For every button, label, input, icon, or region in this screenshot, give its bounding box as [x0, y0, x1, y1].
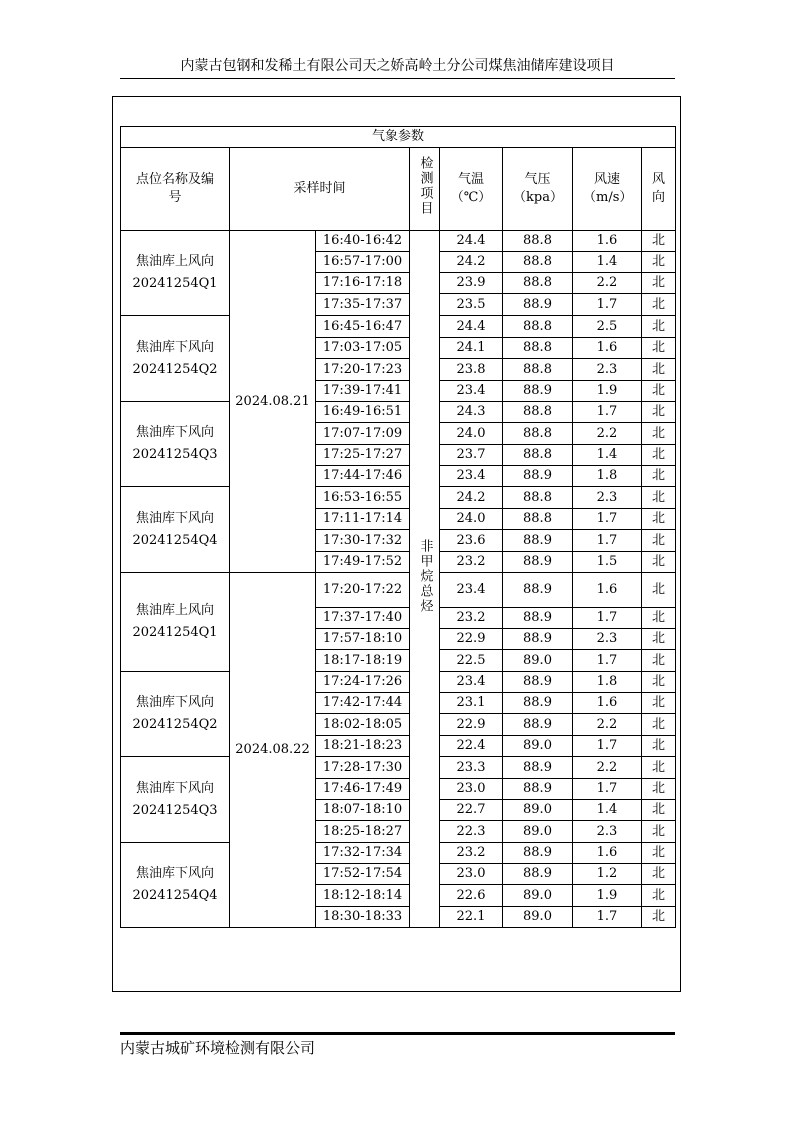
pressure-cell: 89.0	[503, 800, 573, 821]
wind-speed-cell: 1.4	[573, 445, 642, 466]
wind-direction-cell: 北	[642, 608, 676, 629]
wind-speed-cell: 1.4	[573, 800, 642, 821]
table-row	[121, 316, 676, 338]
sampling-time-cell: 17:35-17:37	[316, 294, 410, 316]
test-item-cell	[410, 231, 440, 928]
temperature-cell: 23.6	[440, 530, 503, 552]
wind-speed-cell: 1.9	[573, 381, 642, 402]
sampling-time-cell: 17:39-17:41	[316, 381, 410, 402]
temperature-cell: 23.0	[440, 779, 503, 800]
pressure-cell: 89.0	[503, 821, 573, 843]
temperature-cell: 23.7	[440, 445, 503, 466]
pressure-cell: 89.0	[503, 650, 573, 672]
sampling-time-cell: 18:30-18:33	[316, 907, 410, 928]
sampling-time-cell: 17:07-17:09	[316, 423, 410, 445]
pressure-cell: 88.9	[503, 714, 573, 736]
wind-speed-cell: 2.2	[573, 757, 642, 779]
table-row	[121, 757, 676, 779]
site-name-cell: 焦油库下风向20241254Q2	[121, 672, 230, 757]
sampling-time-cell: 17:11-17:14	[316, 509, 410, 530]
sampling-time-cell: 17:49-17:52	[316, 552, 410, 573]
sampling-time-cell: 17:44-17:46	[316, 466, 410, 487]
wind-direction-cell: 北	[642, 693, 676, 714]
wind-speed-cell: 1.7	[573, 509, 642, 530]
wind-speed-cell: 2.3	[573, 359, 642, 381]
sampling-time-cell: 18:25-18:27	[316, 821, 410, 843]
sampling-time-cell: 18:17-18:19	[316, 650, 410, 672]
wind-speed-cell: 2.3	[573, 629, 642, 650]
wind-direction-cell: 北	[642, 629, 676, 650]
wind-speed-cell: 1.7	[573, 608, 642, 629]
pressure-cell: 88.9	[503, 693, 573, 714]
temperature-cell: 22.6	[440, 885, 503, 907]
header-test-item	[410, 148, 440, 231]
wind-direction-cell: 北	[642, 466, 676, 487]
sampling-time-cell: 17:25-17:27	[316, 445, 410, 466]
sampling-time-cell: 17:37-17:40	[316, 608, 410, 629]
header-site: 点位名称及编号	[121, 148, 230, 231]
sampling-time-cell: 17:20-17:23	[316, 359, 410, 381]
pressure-cell: 89.0	[503, 885, 573, 907]
sampling-time-cell: 17:24-17:26	[316, 672, 410, 693]
temperature-cell: 23.4	[440, 381, 503, 402]
wind-direction-cell: 北	[642, 573, 676, 608]
sampling-time-cell: 17:20-17:22	[316, 573, 410, 608]
wind-direction-cell: 北	[642, 757, 676, 779]
wind-speed-cell: 1.5	[573, 552, 642, 573]
temperature-cell: 23.2	[440, 608, 503, 629]
wind-direction-cell: 北	[642, 800, 676, 821]
temperature-cell: 23.3	[440, 757, 503, 779]
table-title: 气象参数	[121, 127, 676, 148]
sampling-time-cell: 16:40-16:42	[316, 231, 410, 252]
wind-speed-cell: 1.7	[573, 736, 642, 757]
sampling-time-cell: 17:52-17:54	[316, 864, 410, 885]
temperature-cell: 23.4	[440, 466, 503, 487]
pressure-cell: 88.9	[503, 552, 573, 573]
wind-speed-cell: 2.3	[573, 487, 642, 509]
wind-speed-cell: 1.8	[573, 466, 642, 487]
wind-direction-cell: 北	[642, 821, 676, 843]
weather-parameters-table	[120, 126, 676, 928]
pressure-cell: 88.8	[503, 316, 573, 338]
wind-direction-cell: 北	[642, 252, 676, 273]
temperature-cell: 23.4	[440, 573, 503, 608]
sampling-time-cell: 17:28-17:30	[316, 757, 410, 779]
sampling-time-cell: 16:45-16:47	[316, 316, 410, 338]
site-name-cell: 焦油库下风向20241254Q4	[121, 487, 230, 573]
sampling-time-cell: 17:46-17:49	[316, 779, 410, 800]
sampling-time-cell: 17:03-17:05	[316, 338, 410, 359]
site-name-cell: 焦油库下风向20241254Q3	[121, 757, 230, 843]
site-name-cell: 焦油库上风向20241254Q1	[121, 573, 230, 672]
temperature-cell: 24.0	[440, 423, 503, 445]
footer-divider	[120, 1032, 675, 1035]
pressure-cell: 88.8	[503, 509, 573, 530]
table-row	[121, 402, 676, 423]
wind-direction-cell: 北	[642, 530, 676, 552]
wind-speed-cell: 1.7	[573, 907, 642, 928]
pressure-cell: 88.8	[503, 423, 573, 445]
sampling-time-cell: 16:57-17:00	[316, 252, 410, 273]
temperature-cell: 22.5	[440, 650, 503, 672]
pressure-cell: 88.8	[503, 338, 573, 359]
header-temperature: 气温（℃）	[440, 148, 503, 231]
wind-direction-cell: 北	[642, 273, 676, 294]
temperature-cell: 24.2	[440, 252, 503, 273]
temperature-cell: 23.8	[440, 359, 503, 381]
sampling-time-cell: 18:12-18:14	[316, 885, 410, 907]
wind-direction-cell: 北	[642, 231, 676, 252]
temperature-cell: 22.7	[440, 800, 503, 821]
sampling-time-cell: 17:42-17:44	[316, 693, 410, 714]
page-header-title: 内蒙古包钢和发稀土有限公司天之娇高岭土分公司煤焦油储库建设项目	[180, 58, 615, 74]
temperature-cell: 24.2	[440, 487, 503, 509]
table-header-row	[121, 148, 676, 231]
wind-direction-cell: 北	[642, 338, 676, 359]
wind-direction-cell: 北	[642, 294, 676, 316]
temperature-cell: 24.0	[440, 509, 503, 530]
wind-speed-cell: 1.6	[573, 338, 642, 359]
sampling-time-cell: 18:07-18:10	[316, 800, 410, 821]
wind-direction-cell: 北	[642, 423, 676, 445]
pressure-cell: 88.9	[503, 294, 573, 316]
sampling-time-cell: 17:30-17:32	[316, 530, 410, 552]
wind-speed-cell: 2.2	[573, 273, 642, 294]
pressure-cell: 88.9	[503, 381, 573, 402]
temperature-cell: 23.2	[440, 843, 503, 864]
sampling-date-cell: 2024.08.22	[230, 573, 316, 928]
sampling-time-cell: 17:57-18:10	[316, 629, 410, 650]
wind-speed-cell: 1.6	[573, 843, 642, 864]
temperature-cell: 23.0	[440, 864, 503, 885]
sampling-time-cell: 18:02-18:05	[316, 714, 410, 736]
temperature-cell: 23.4	[440, 672, 503, 693]
pressure-cell: 88.9	[503, 864, 573, 885]
pressure-cell: 88.9	[503, 779, 573, 800]
wind-speed-cell: 2.3	[573, 821, 642, 843]
temperature-cell: 23.5	[440, 294, 503, 316]
wind-speed-cell: 1.7	[573, 779, 642, 800]
pressure-cell: 88.8	[503, 252, 573, 273]
wind-speed-cell: 1.6	[573, 231, 642, 252]
table-row	[121, 672, 676, 693]
wind-direction-cell: 北	[642, 736, 676, 757]
site-name-cell: 焦油库下风向20241254Q4	[121, 843, 230, 928]
table-row	[121, 843, 676, 864]
header-sampling-time: 采样时间	[230, 148, 410, 231]
wind-speed-cell: 1.7	[573, 402, 642, 423]
wind-speed-cell: 2.2	[573, 423, 642, 445]
header-pressure: 气压（kpa）	[503, 148, 573, 231]
footer-company: 内蒙古城矿环境检测有限公司	[120, 1039, 316, 1057]
temperature-cell: 23.1	[440, 693, 503, 714]
temperature-cell: 24.1	[440, 338, 503, 359]
temperature-cell: 23.2	[440, 552, 503, 573]
wind-direction-cell: 北	[642, 552, 676, 573]
sampling-time-cell: 18:21-18:23	[316, 736, 410, 757]
temperature-cell: 22.9	[440, 714, 503, 736]
pressure-cell: 88.8	[503, 487, 573, 509]
sampling-time-cell: 16:53-16:55	[316, 487, 410, 509]
header-divider	[120, 78, 675, 79]
wind-speed-cell: 1.7	[573, 530, 642, 552]
wind-speed-cell: 1.7	[573, 294, 642, 316]
table-row	[121, 573, 676, 608]
site-name-cell: 焦油库下风向20241254Q3	[121, 402, 230, 487]
temperature-cell: 22.4	[440, 736, 503, 757]
wind-direction-cell: 北	[642, 316, 676, 338]
temperature-cell: 23.9	[440, 273, 503, 294]
wind-direction-cell: 北	[642, 487, 676, 509]
wind-speed-cell: 1.2	[573, 864, 642, 885]
table-row	[121, 487, 676, 509]
wind-speed-cell: 1.6	[573, 693, 642, 714]
pressure-cell: 88.9	[503, 843, 573, 864]
temperature-cell: 22.9	[440, 629, 503, 650]
temperature-cell: 24.3	[440, 402, 503, 423]
table-title-row	[121, 127, 676, 148]
pressure-cell: 88.9	[503, 629, 573, 650]
pressure-cell: 88.8	[503, 359, 573, 381]
wind-speed-cell: 2.2	[573, 714, 642, 736]
pressure-cell: 88.9	[503, 530, 573, 552]
wind-direction-cell: 北	[642, 714, 676, 736]
wind-direction-cell: 北	[642, 359, 676, 381]
wind-direction-cell: 北	[642, 650, 676, 672]
pressure-cell: 88.9	[503, 757, 573, 779]
wind-direction-cell: 北	[642, 907, 676, 928]
wind-direction-cell: 北	[642, 381, 676, 402]
table-row	[121, 231, 676, 252]
wind-speed-cell: 1.8	[573, 672, 642, 693]
wind-direction-cell: 北	[642, 672, 676, 693]
pressure-cell: 88.8	[503, 273, 573, 294]
wind-direction-cell: 北	[642, 402, 676, 423]
pressure-cell: 88.9	[503, 608, 573, 629]
wind-direction-cell: 北	[642, 864, 676, 885]
site-name-cell: 焦油库下风向20241254Q2	[121, 316, 230, 402]
pressure-cell: 88.9	[503, 672, 573, 693]
temperature-cell: 24.4	[440, 231, 503, 252]
test-item-label: 非甲烷总烃	[417, 538, 433, 614]
pressure-cell: 88.8	[503, 445, 573, 466]
header-wind-speed: 风速（m/s）	[573, 148, 642, 231]
temperature-cell: 22.1	[440, 907, 503, 928]
wind-direction-cell: 北	[642, 779, 676, 800]
wind-speed-cell: 1.6	[573, 573, 642, 608]
wind-speed-cell: 2.5	[573, 316, 642, 338]
pressure-cell: 88.9	[503, 466, 573, 487]
header-test-item-label: 检测项目	[417, 156, 433, 216]
site-name-cell: 焦油库上风向20241254Q1	[121, 231, 230, 316]
header-wind-direction: 风向	[642, 148, 676, 231]
wind-speed-cell: 1.4	[573, 252, 642, 273]
sampling-time-cell: 17:16-17:18	[316, 273, 410, 294]
sampling-time-cell: 17:32-17:34	[316, 843, 410, 864]
sampling-time-cell: 16:49-16:51	[316, 402, 410, 423]
wind-speed-cell: 1.9	[573, 885, 642, 907]
temperature-cell: 22.3	[440, 821, 503, 843]
temperature-cell: 24.4	[440, 316, 503, 338]
pressure-cell: 88.8	[503, 402, 573, 423]
wind-direction-cell: 北	[642, 885, 676, 907]
wind-direction-cell: 北	[642, 843, 676, 864]
wind-speed-cell: 1.7	[573, 650, 642, 672]
sampling-date-cell: 2024.08.21	[230, 231, 316, 573]
pressure-cell: 88.9	[503, 573, 573, 608]
wind-direction-cell: 北	[642, 509, 676, 530]
pressure-cell: 89.0	[503, 736, 573, 757]
pressure-cell: 89.0	[503, 907, 573, 928]
wind-direction-cell: 北	[642, 445, 676, 466]
pressure-cell: 88.8	[503, 231, 573, 252]
